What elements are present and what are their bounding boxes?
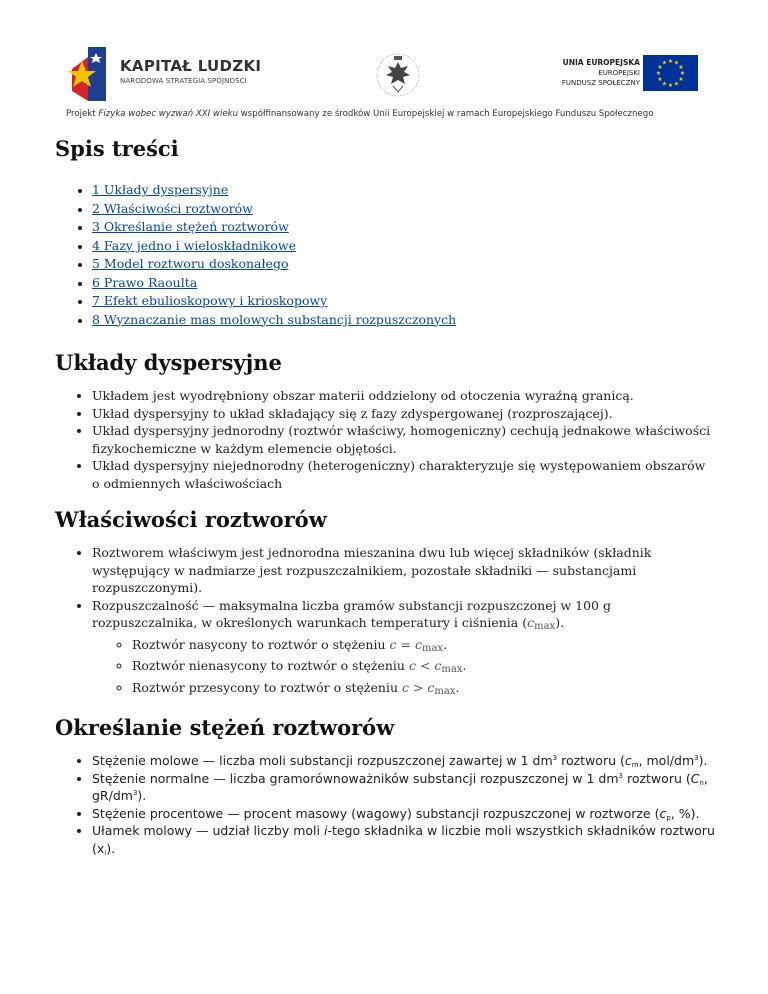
list-item: • Układ dyspersyjny to układ składający się z fazy zdyspergowanej (rozproszającej). xyxy=(92,405,715,423)
formula-cmax-sub: max xyxy=(421,642,444,654)
cmax-sub: max xyxy=(534,621,556,632)
molar-text-d: ). xyxy=(698,753,708,768)
svg-text:★: ★ xyxy=(667,82,674,89)
section2-list xyxy=(55,544,715,700)
toc-item xyxy=(92,292,715,311)
list-item xyxy=(92,822,715,857)
toc-item xyxy=(92,218,715,237)
toc-list xyxy=(55,181,715,329)
list-item xyxy=(92,752,715,770)
formula-rel: > xyxy=(408,679,428,695)
cmax-c: c xyxy=(527,615,535,630)
percent-text-b: , %). xyxy=(670,805,700,821)
molar-text: Stężenie molowe — liczba moli substancji rozpuszczonej zawartej w 1 dm xyxy=(92,753,553,768)
normal-text-d: ). xyxy=(137,788,147,803)
project-name: Fizyka wobec wyzwań XXI wieku xyxy=(98,109,239,119)
svg-text:★: ★ xyxy=(667,58,674,65)
eu-logo xyxy=(548,55,698,95)
toc-item xyxy=(92,200,715,219)
svg-text:★: ★ xyxy=(661,80,668,88)
section3-list xyxy=(55,752,715,857)
toc-item xyxy=(92,255,715,274)
solution-types-list xyxy=(92,636,715,701)
solubility-end: ). xyxy=(555,615,565,630)
toc-item xyxy=(92,274,715,293)
list-item xyxy=(132,679,715,701)
svg-text:★: ★ xyxy=(679,70,686,77)
list-item xyxy=(92,597,715,701)
kapital-title: KAPITAŁ LUDZKI xyxy=(120,57,262,75)
toc-link-3[interactable]: 3 Określanie stężeń roztworów xyxy=(92,219,289,234)
sup: 3 xyxy=(618,771,623,780)
normal-text-c: , gR/dm xyxy=(92,770,708,803)
formula-rel: = xyxy=(396,636,415,652)
formula xyxy=(402,680,456,695)
formula-cmax: c xyxy=(414,636,422,652)
sub: i xyxy=(104,848,107,857)
sub-item-text: Roztwór nasycony to roztwór o stężeniu xyxy=(132,636,390,652)
svg-text:★: ★ xyxy=(661,59,668,67)
formula-c: c xyxy=(401,679,409,695)
list-item xyxy=(132,636,715,658)
sup: 3 xyxy=(132,789,138,797)
formula-cmax-sub: max xyxy=(441,664,463,675)
toc-item xyxy=(92,311,715,330)
list-item: • Układ dyspersyjny jednorodny (roztwór właściwy, homogeniczny) cechują jednakowe właściwości fizykochemiczne w każdym elemencie objętości. xyxy=(92,422,715,457)
fraction-text-c: ). xyxy=(106,840,116,856)
list-item: • Układ dyspersyjny niejednorodny (heterogeniczny) charakteryzuje się występowaniem obszarów o odmiennych właściwościach xyxy=(92,457,715,492)
formula-cmax-sub: max xyxy=(434,685,456,697)
symbol: c xyxy=(659,805,667,821)
sub-item-text: Roztwór nienasycony to roztwór o stężeniu xyxy=(132,658,409,673)
eu-logo-text xyxy=(562,58,640,88)
molar-text-c: , mol/dm xyxy=(638,753,695,768)
list-item xyxy=(92,805,715,823)
svg-text:★: ★ xyxy=(673,80,680,88)
formula xyxy=(390,637,444,652)
period: . xyxy=(462,658,467,673)
sub: n xyxy=(699,778,704,787)
eu-line2: EUROPEJSKI xyxy=(598,69,640,77)
toc-item xyxy=(92,181,715,200)
section-title-stezenia: Określanie stężeń roztworów xyxy=(55,715,395,740)
svg-text:★: ★ xyxy=(657,76,663,83)
svg-text:★: ★ xyxy=(678,64,684,71)
kapital-subtitle: NARODOWA STRATEGIA SPÓJNOŚCI xyxy=(120,77,247,85)
percent-text: Stężenie procentowe — procent masowy (wagowy) substancji rozpuszczonej w roztworze ( xyxy=(92,805,660,821)
formula-cmax: c xyxy=(427,679,435,695)
list-item xyxy=(132,657,715,679)
toc-link-7[interactable]: 7 Efekt ebulioskopowy i krioskopowy xyxy=(92,293,328,308)
period: . xyxy=(443,636,448,652)
eu-line1: UNIA EUROPEJSKA xyxy=(562,58,640,67)
symbol: c xyxy=(624,753,632,768)
toc-item xyxy=(92,237,715,256)
fraction-text: Ułamek molowy — udział liczby moli xyxy=(92,823,324,838)
toc-link-1[interactable]: 1 Układy dyspersyjne xyxy=(92,182,229,197)
toc-link-5[interactable]: 5 Model roztworu doskonałego xyxy=(92,256,289,271)
sub: p xyxy=(666,813,671,822)
kapital-ludzki-logo xyxy=(66,43,262,105)
project-suffix: współfinansowany ze środków Unii Europejskiej w ramach Europejskiego Funduszu Społecznego xyxy=(238,109,654,119)
project-prefix: Projekt xyxy=(66,109,99,119)
university-logo xyxy=(375,50,421,100)
toc-title: Spis treści xyxy=(55,136,179,161)
formula-c: c xyxy=(389,636,397,652)
kapital-ludzki-logo-icon xyxy=(66,43,116,105)
formula-cmax: c xyxy=(434,658,442,673)
section-title-wlasciwosci: Właściwości roztworów xyxy=(55,507,327,532)
normal-text: Stężenie normalne — liczba gramorównoważników substancji rozpuszczonej w 1 dm xyxy=(92,770,619,786)
toc-link-2[interactable]: 2 Właściwości roztworów xyxy=(92,200,253,216)
toc-link-8[interactable]: 8 Wyznaczanie mas molowych substancji rozpuszczonych xyxy=(92,311,457,327)
formula xyxy=(409,658,463,673)
period: . xyxy=(455,679,460,695)
formula-c: c xyxy=(408,658,416,673)
svg-text:★: ★ xyxy=(657,64,663,71)
project-line xyxy=(66,109,653,119)
section-title-uklady: Układy dyspersyjne xyxy=(55,350,282,375)
symbol: C xyxy=(690,770,700,786)
article-content xyxy=(55,132,715,857)
svg-text:★: ★ xyxy=(655,70,662,77)
university-eagle-emblem-icon xyxy=(375,50,421,100)
list-item: • Roztworem właściwym jest jednorodna mieszanina dwu lub więcej składników (składnik występujący w nadmiarze jest rozpuszczalnikiem, pozostałe składniki — substancjami rozpuszczonymi). xyxy=(92,544,715,597)
eu-line3: FUNDUSZ SPOŁECZNY xyxy=(561,79,640,87)
italic-i: i xyxy=(323,823,328,838)
svg-text:★: ★ xyxy=(678,76,684,83)
sub: m xyxy=(631,761,639,769)
toc-link-4[interactable]: 4 Fazy jedno i wieloskładnikowe xyxy=(92,237,296,253)
solubility-text: Rozpuszczalność — maksymalna liczba gramów substancji rozpuszczonej w 100 g rozpuszczalnika, w określonych warunkach temperatury i ciśnienia ( xyxy=(92,597,611,630)
molar-text-b: roztworu ( xyxy=(557,753,625,768)
section1-list xyxy=(55,387,715,492)
eu-flag-icon xyxy=(643,55,698,91)
formula-rel: < xyxy=(415,658,435,673)
list-item: • Układem jest wyodrębniony obszar materii oddzielony od otoczenia wyraźną granicą. xyxy=(92,387,715,405)
sup: 3 xyxy=(694,754,699,762)
svg-text:★: ★ xyxy=(673,59,680,67)
sub-item-text: Roztwór przesycony to roztwór o stężeniu xyxy=(132,679,402,695)
toc-link-6[interactable]: 6 Prawo Raoulta xyxy=(92,274,198,290)
list-item xyxy=(92,770,715,805)
fraction-text-b: -tego składnika w liczbie moli wszystkich składników roztworu (x xyxy=(92,823,715,856)
header-banner xyxy=(0,0,768,130)
normal-text-b: roztworu ( xyxy=(623,770,691,786)
sup: 3 xyxy=(552,754,558,762)
cmax-symbol xyxy=(527,615,555,630)
